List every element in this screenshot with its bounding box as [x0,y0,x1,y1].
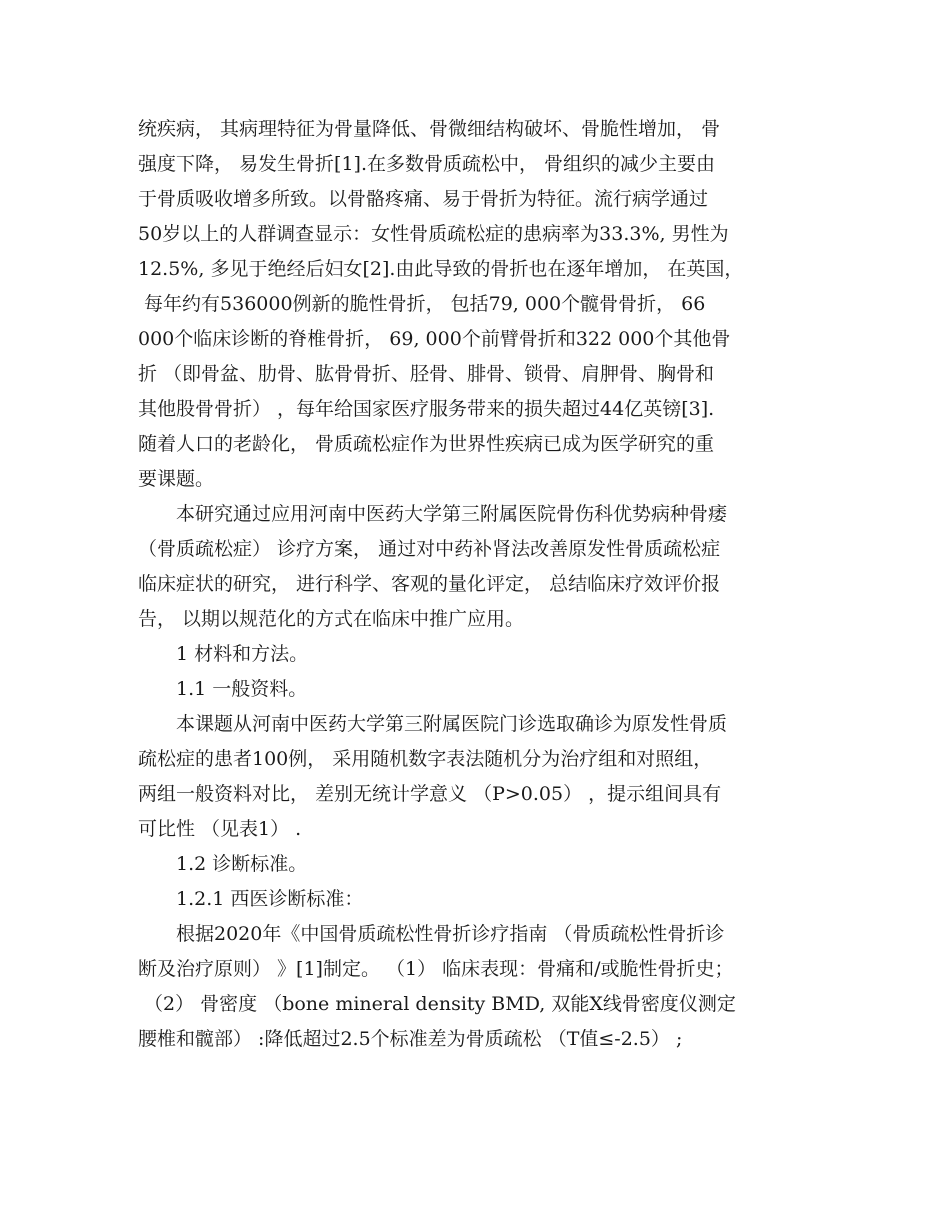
text-line: 每年约有536000例新的脆性骨折， 包括79, 000个髋骨骨折， 66 [138,293,706,315]
text-line: 折 （即骨盆、肋骨、肱骨骨折、胫骨、腓骨、锁骨、肩胛骨、胸骨和 [138,363,715,385]
text-line: 12.5%, 多见于绝经后妇女[2].由此导致的骨折也在逐年增加， 在英国， [138,258,744,280]
text-line: （2） 骨密度 （bone mineral density BMD, 双能X线骨密度仪测定 [138,993,736,1015]
body-text [138,112,814,1057]
paragraph-first-line: 根据2020年《中国骨质疏松性骨折诊疗指南 （骨质疏松性骨折诊 [176,923,725,945]
text-line: 于骨质吸收增多所致。以骨骼疼痛、易于骨折为特征。流行病学通过 [138,188,709,210]
subsection-heading: 1.2 诊断标准。 [176,853,308,875]
text-line: 其他股骨骨折） ，每年给国家医疗服务带来的损失超过44亿英镑[3]. [138,398,715,420]
text-line: 随着人口的老龄化， 骨质疏松症作为世界性疾病已成为医学研究的重 [138,433,715,455]
subsubsection-heading: 1.2.1 西医诊断标准： [176,888,364,910]
text-line: 统疾病， 其病理特征为骨量降低、骨微细结构破坏、骨脆性增加， 骨 [138,118,721,140]
text-line: 两组一般资料对比， 差别无统计学意义 （P>0.05） ，提示组间具有 [138,783,722,805]
text-line: 50岁以上的人群调查显示：女性骨质疏松症的患病率为33.3%, 男性为 [138,223,729,245]
subsection-heading: 1.1 一般资料。 [176,678,308,700]
text-line: 断及治疗原则） 》[1]制定。 （1） 临床表现：骨痛和/或脆性骨折史； [138,958,734,980]
paragraph-first-line: 本研究通过应用河南中医药大学第三附属医院骨伤科优势病种骨痿 [176,503,728,525]
text-line: 要课题。 [138,468,215,490]
text-line: 告， 以期以规范化的方式在临床中推广应用。 [138,608,525,630]
text-line: 强度下降， 易发生骨折[1].在多数骨质疏松中， 骨组织的减少主要由 [138,153,716,175]
paragraph-first-line: 本课题从河南中医药大学第三附属医院门诊选取确诊为原发性骨质 [176,713,728,735]
text-line: （骨质疏松症） 诊疗方案， 通过对中药补肾法改善原发性骨质疏松症 [138,538,721,560]
text-line: 临床症状的研究， 进行科学、客观的量化评定， 总结临床疗效评价报 [138,573,721,595]
text-line: 可比性 （见表1） . [138,818,302,840]
text-line: 疏松症的患者100例， 采用随机数字表法随机分为治疗组和对照组， [138,748,713,770]
section-heading: 1 材料和方法。 [176,643,309,665]
text-line: 腰椎和髋部） :降低超过2.5个标准差为骨质疏松 （T值≤-2.5） ; [138,1028,683,1050]
text-line: 000个临床诊断的脊椎骨折， 69, 000个前臂骨折和322 000个其他骨 [138,328,731,350]
